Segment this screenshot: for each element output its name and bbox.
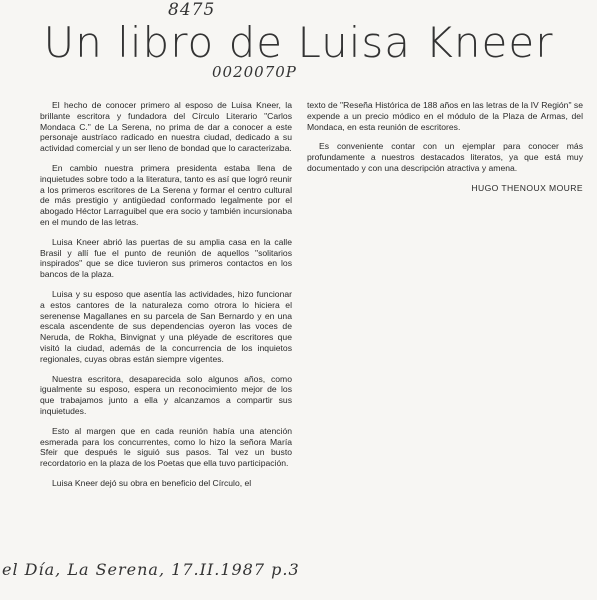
handwritten-source-note: el Día, La Serena, 17.II.1987 p.3 (2, 560, 300, 579)
article-author: HUGO THENOUX MOURE (471, 182, 583, 193)
article-paragraph: Esto al margen que en cada reunión había una atención esmerada para los concurrentes, como lo hizo la señora María Sfeir que después le siguió sus pasos. Tal vez un busto recordatorio en la plaza de los Poetas que ella tuvo participación. (40, 425, 292, 469)
article-paragraph: Luisa y su esposo que asentía las actividades, hizo funcionar a estos cantores de la naturaleza como otrora lo hiciera el serenense Magallanes en su parcela de San Bernardo y en una escala ascendente de sus dependencias oyeron las voces de Neruda, de Rokha, Binvignat y una pléyade de escritores que visitó la ciudad, además de la concurrencia de los inquietos regionales, cuyas obras están siempre vigentes. (40, 288, 292, 364)
article-paragraph: En cambio nuestra primera presidenta estaba llena de inquietudes sobre todo a la literatura, tanto es así que logró reunir a los primeros escritores de La Serena y formar el centro cultural de más prestigio y antigüedad conformado legalmente por el abogado Héctor Larraguibel que era socio y también incursionaba en el mundo de las letras. (40, 162, 292, 227)
article-column-right (307, 100, 583, 203)
article-paragraph: Luisa Kneer abrió las puertas de su amplia casa en la calle Brasil y allí fue el punto de reunión de aquellos "solitarios inspirados" que se dice tuvieron sus primeros contactos en los bancos de la plaza. (40, 236, 292, 280)
article-paragraph: Nuestra escritora, desaparecida solo algunos años, como igualmente su esposo, espera un reconocimiento mejor de los que trabajamos junto a ella y alcanzamos a compartir sus inquietudes. (40, 373, 292, 416)
handwritten-archive-code: 0020070P (212, 63, 297, 81)
article-paragraph: Es conveniente contar con un ejemplar para conocer más profundamente a nuestros destacados literatos, ya que está muy documentado y con una descripción atractiva y amena. (307, 141, 583, 173)
article-paragraph: El hecho de conocer primero al esposo de Luisa Kneer, la brillante escritora y fundadora del Círculo Literario "Carlos Mondaca C." de La Serena, no prima de dar a conocer a este personaje austríaco radicado en nuestra ciudad, dedicado a su actividad comercial y un ser lleno de bondad que lo caracterizaba. (40, 100, 292, 154)
article-title: Un libro de Luisa Kneer (43, 18, 554, 67)
article-paragraph: texto de "Reseña Histórica de 188 años en las letras de la IV Región" se expende a un precio módico en el módulo de la Plaza de Armas, del Mondaca, en esta reunión de escritores. (307, 100, 583, 132)
article-paragraph: Luisa Kneer dejó su obra en beneficio del Círculo, el (52, 477, 252, 488)
handwritten-number: 8475 (168, 0, 216, 20)
article-column-left (40, 100, 292, 498)
